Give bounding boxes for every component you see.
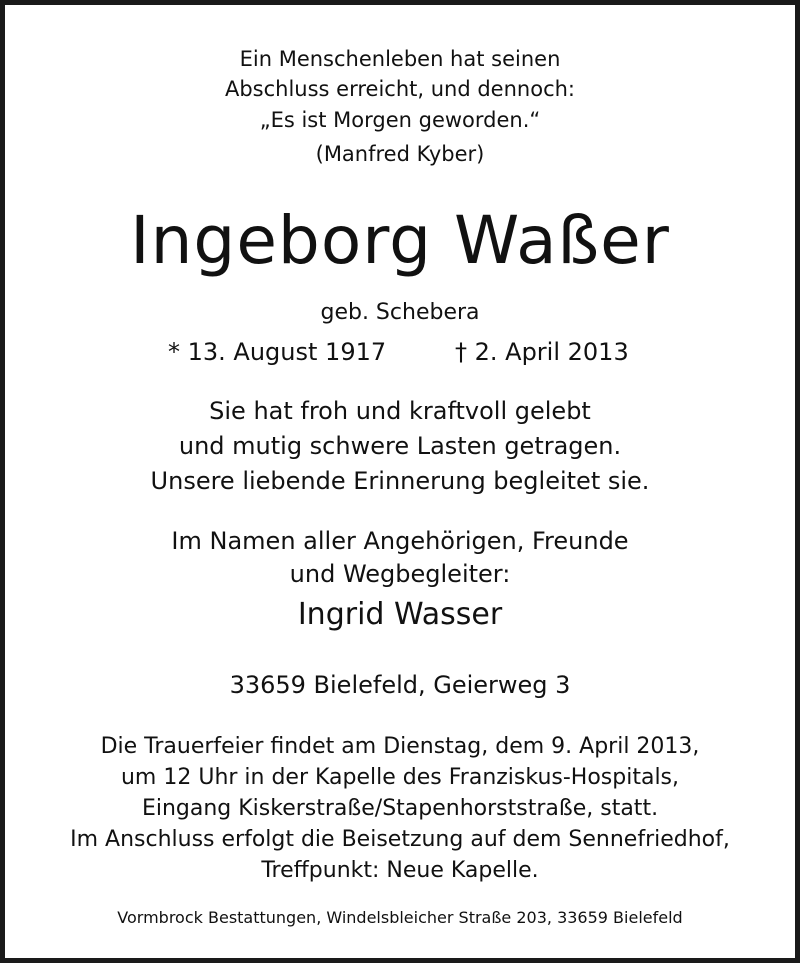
frame-border-bottom	[0, 958, 800, 963]
service-line-2: um 12 Uhr in der Kapelle des Franziskus-Hospitals,	[120, 765, 680, 790]
maiden-name: geb. Schebera	[320, 300, 480, 325]
deceased-name: Ingeborg Waßer	[130, 202, 670, 279]
undertaker-footer: Vormbrock Bestattungen, Windelsbleicher Straße 203, 33659 Bielefeld	[117, 908, 683, 927]
birth-date: * 13. August 1917	[168, 338, 387, 366]
epigraph-line-3: „Es ist Morgen geworden.“	[259, 108, 541, 132]
service-line-1: Die Trauerfeier findet am Dienstag, dem 9. April 2013,	[100, 734, 700, 759]
epigraph-line-2: Abschluss erreicht, und dennoch:	[224, 77, 576, 101]
frame-border-top	[0, 0, 800, 5]
life-dates	[0, 337, 800, 367]
tribute-line-1: Sie hat froh und kraftvoll gelebt	[209, 397, 591, 425]
tribute-line-3: Unsere liebende Erinnerung begleitet sie.	[150, 467, 650, 495]
tribute-line-2: und mutig schwere Lasten getragen.	[178, 432, 622, 460]
mourners-intro-line-2: und Wegbegleiter:	[289, 560, 511, 588]
service-line-5: Treffpunkt: Neue Kapelle.	[261, 858, 539, 883]
service-line-3: Eingang Kiskerstraße/Stapenhorststraße, statt.	[141, 796, 659, 821]
epigraph-line-1: Ein Menschenleben hat seinen	[239, 47, 561, 71]
death-date: † 2. April 2013	[455, 338, 629, 366]
signatory-name: Ingrid Wasser	[297, 597, 503, 632]
epigraph-author: (Manfred Kyber)	[315, 142, 485, 166]
mourner-address: 33659 Bielefeld, Geierweg 3	[229, 671, 571, 699]
service-line-4: Im Anschluss erfolgt die Beisetzung auf dem Sennefriedhof,	[70, 827, 730, 852]
mourners-intro-line-1: Im Namen aller Angehörigen, Freunde	[171, 527, 629, 555]
